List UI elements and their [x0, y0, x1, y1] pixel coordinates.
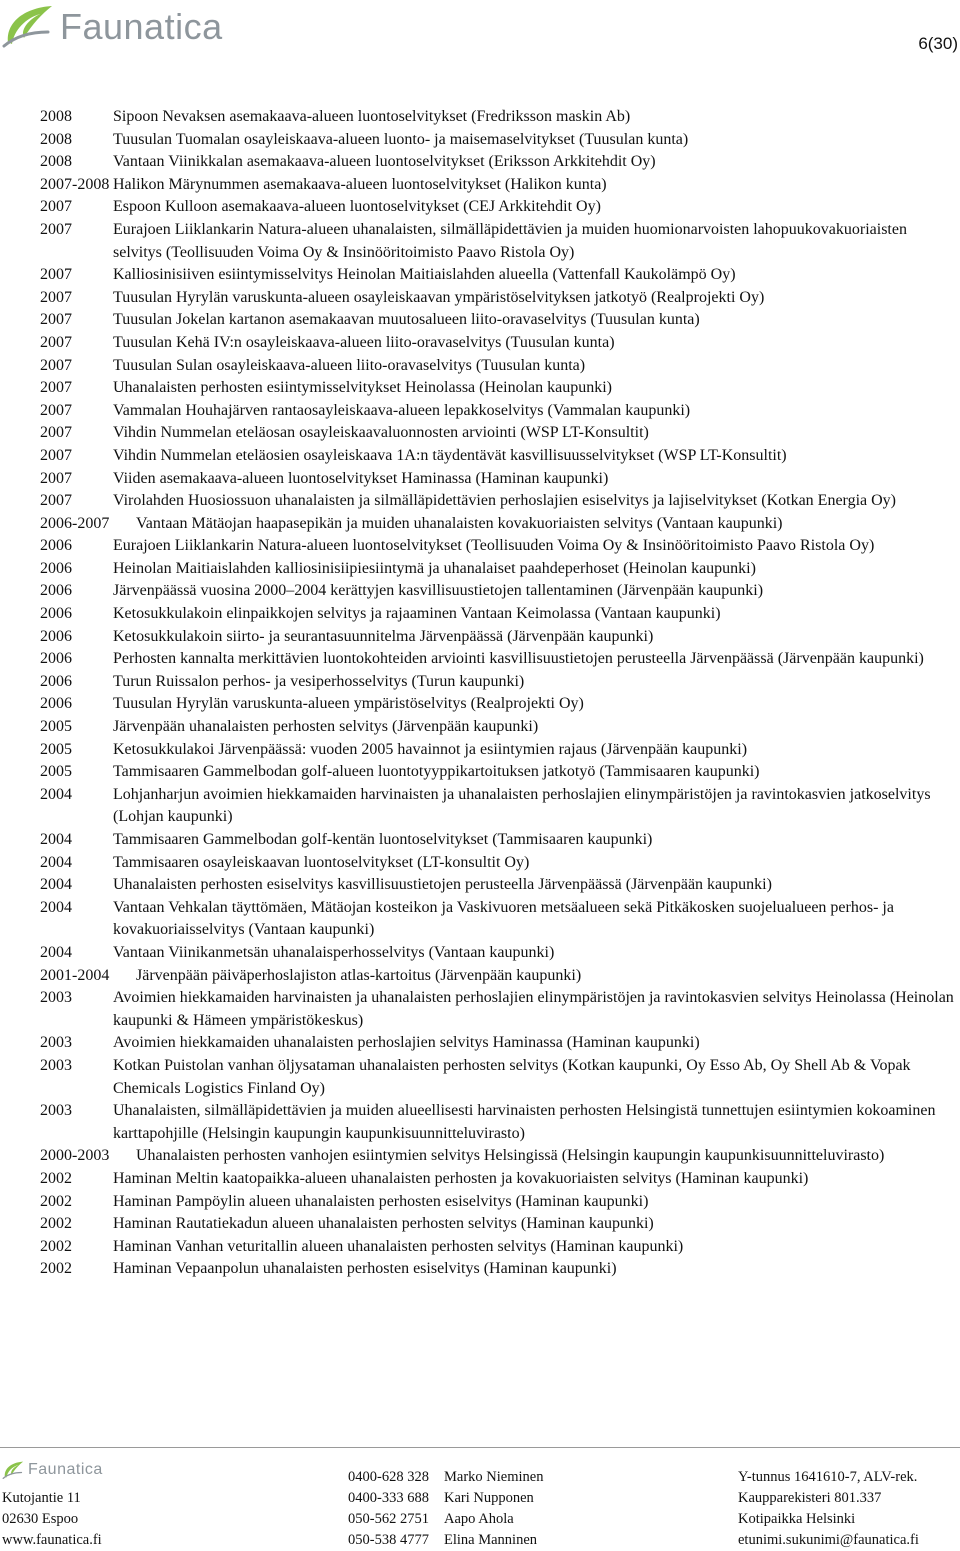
- project-year: 2002: [40, 1237, 72, 1255]
- project-description: Tammisaaren Gammelbodan golf-kentän luontoselvitykset (Tammisaaren kaupunki): [113, 831, 653, 848]
- contact-phone: 0400-628 328: [348, 1469, 429, 1485]
- project-year: 2007: [40, 401, 72, 419]
- project-entry: [40, 1055, 955, 1100]
- project-description: Järvenpään uhanalaisten perhosten selvitys (Järvenpään kaupunki): [113, 718, 539, 736]
- address-postal: 02630 Espoo: [2, 1511, 79, 1527]
- project-description: Kotkan Puistolan vanhan öljysataman uhanalaisten perhosten selvitys (Kotkan kaupunki, Oy Esso Ab, Oy Shell Ab & Vopak Chemicals Logistics Finland Oy): [113, 1056, 911, 1097]
- project-description: Järvenpäässä vuosina 2000–2004 kerättyjen kasvillisuustietojen tallentaminen (Järvenpään kaupunki): [113, 582, 764, 600]
- project-description: Haminan Rautatiekadun alueen uhanalaisten perhosten selvitys (Haminan kaupunki): [113, 1215, 654, 1233]
- project-year: 2004: [40, 785, 72, 803]
- project-description: Halikon Märynummen asemakaava-alueen luontoselvitykset (Halikon kunta): [113, 175, 607, 193]
- project-entry: [40, 513, 955, 536]
- project-entry: [40, 1258, 955, 1281]
- project-description: Tuusulan Tuomalan osayleiskaava-alueen luonto- ja maisemaselvitykset (Tuusulan kunta): [113, 130, 689, 148]
- project-description: Lohjanharjun avoimien hiekkamaiden harvinaisten ja uhanalaisten perhoslajien elinympäristöjen ja ravintokasvien jatkoselvitys (Lohjan kaupunki): [113, 785, 931, 826]
- project-year: 2003: [40, 1034, 72, 1052]
- faunatica-logo: [2, 2, 223, 50]
- project-year: 2002: [40, 1192, 72, 1210]
- project-description: Tuusulan Kehä IV:n osayleiskaava-alueen liito-oravaselvitys (Tuusulan kunta): [113, 333, 615, 351]
- project-description: Vantaan Vehkalan täyttömäen, Mätäojan kosteikon ja Vaskivuoren metsäalueen sekä Pitkäkosken suojelualueen perhos- ja kovakuoriaisselvitys (Vantaan kaupunki): [113, 898, 894, 939]
- project-year: 2003: [40, 1056, 72, 1074]
- project-entry: [40, 287, 955, 310]
- project-year: 2007: [40, 220, 72, 238]
- contact-name: Kari Nupponen: [444, 1490, 534, 1506]
- email-format[interactable]: etunimi.sukunimi@faunatica.fi: [738, 1532, 919, 1548]
- project-year: 2004: [40, 831, 72, 848]
- project-description: Sipoon Nevaksen asemakaava-alueen luontoselvitykset (Fredriksson maskin Ab): [113, 108, 631, 125]
- project-entry: [40, 580, 955, 603]
- project-year: 2003: [40, 989, 72, 1007]
- footer-address: [2, 1488, 102, 1551]
- project-description: Tammisaaren Gammelbodan golf-alueen luontotyyppikartoituksen jatkotyö (Tammisaaren kaupunki): [113, 763, 760, 781]
- project-year: 2005: [40, 718, 72, 736]
- business-id: Y-tunnus 1641610-7, ALV-rek.: [738, 1469, 918, 1485]
- project-year: 2007: [40, 266, 72, 284]
- project-year: 2008: [40, 130, 72, 148]
- project-entry: [40, 219, 955, 264]
- project-year: 2006: [40, 559, 72, 577]
- contact-row: [348, 1467, 543, 1488]
- project-entry: [40, 874, 955, 897]
- project-description: Vihdin Nummelan eteläosan osayleiskaavaluonnosten arviointi (WSP LT-Konsultit): [113, 424, 649, 442]
- project-year: 2002: [40, 1169, 72, 1187]
- project-year: 2007-2008: [40, 175, 110, 193]
- project-entry: [40, 422, 955, 445]
- footer-divider: [0, 1447, 960, 1448]
- project-description: Vammalan Houhajärven rantaosayleiskaava-alueen lepakkoselvitys (Vammalan kaupunki): [113, 401, 691, 419]
- contact-row: [348, 1530, 543, 1551]
- project-entry: [40, 1100, 955, 1145]
- project-entry: [40, 558, 955, 581]
- project-year: 2007: [40, 356, 72, 374]
- project-description: Vihdin Nummelan eteläosien osayleiskaava 1A:n täydentävät kasvillisuusselvitykset (WSP LT-Konsultit): [113, 446, 787, 464]
- website-link[interactable]: www.faunatica.fi: [2, 1532, 102, 1548]
- project-description: Avoimien hiekkamaiden uhanalaisten perhoslajien selvitys Haminassa (Haminan kaupunki): [113, 1034, 700, 1052]
- project-entry: [40, 1191, 955, 1214]
- project-year: 2004: [40, 876, 72, 894]
- project-entry: [40, 603, 955, 626]
- project-entry: [40, 400, 955, 423]
- project-description: Eurajoen Liiklankarin Natura-alueen uhanalaisten, silmälläpidettävien ja muiden huomionarvoisten lahopuukovakuoriaisten selvitys (Teollisuuden Voima Oy & Insinööritoimisto Paavo Ristola Oy): [113, 220, 907, 261]
- project-year: 2004: [40, 853, 72, 871]
- project-description: Vantaan Viinikanmetsän uhanalaisperhosselvitys (Vantaan kaupunki): [113, 943, 555, 961]
- project-description: Järvenpään päiväperhoslajiston atlas-kartoitus (Järvenpään kaupunki): [136, 966, 582, 984]
- project-entry: [40, 1213, 955, 1236]
- project-description: Virolahden Huosiossuon uhanalaisten ja silmälläpidettävien perhoslajien esiselvitys ja lajiselvitykset (Kotkan Energia Oy): [113, 492, 897, 510]
- project-description: Haminan Vanhan veturitallin alueen uhanalaisten perhosten selvitys (Haminan kaupunki): [113, 1237, 684, 1255]
- project-year: 2006: [40, 582, 72, 600]
- project-entry: [40, 535, 955, 558]
- project-year: 2006-2007: [40, 514, 110, 532]
- project-entry: [40, 987, 955, 1032]
- project-description: Ketosukkulakoin siirto- ja seurantasuunnitelma Järvenpäässä (Järvenpään kaupunki): [113, 627, 654, 645]
- project-entry: [40, 671, 955, 694]
- project-description: Tammisaaren osayleiskaavan luontoselvitykset (LT-konsultit Oy): [113, 853, 530, 871]
- project-year: 2007: [40, 333, 72, 351]
- project-description: Tuusulan Jokelan kartanon asemakaavan muutosalueen liito-oravaselvitys (Tuusulan kunta): [113, 311, 700, 329]
- project-entry: [40, 1032, 955, 1055]
- project-description: Ketosukkulakoi Järvenpäässä: vuoden 2005 havainnot ja esiintymien rajaus (Järvenpään kaupunki): [113, 740, 748, 758]
- trade-register: Kaupparekisteri 801.337: [738, 1490, 882, 1506]
- page-number: 6(30): [918, 34, 958, 53]
- project-entry: [40, 693, 955, 716]
- project-entry: [40, 196, 955, 219]
- project-entry: [40, 761, 955, 784]
- project-year: 2005: [40, 740, 72, 758]
- footer-company: [738, 1467, 919, 1551]
- project-entry: [40, 129, 955, 152]
- project-description: Turun Ruissalon perhos- ja vesiperhosselvitys (Turun kaupunki): [113, 672, 525, 690]
- project-year: 2006: [40, 695, 72, 713]
- project-description: Kalliosinisiiven esiintymisselvitys Heinolan Maitiaislahden alueella (Vattenfall Kaukolämpö Oy): [113, 266, 736, 284]
- project-entry: [40, 1145, 955, 1168]
- domicile: Kotipaikka Helsinki: [738, 1511, 856, 1527]
- project-description: Uhanalaisten, silmälläpidettävien ja muiden alueellisesti harvinaisten perhosten Helsingistä tunnettujen esiintymien kokoaminen karttapohjille (Helsingin kaupungin kaupunkisuunnitteluvirasto): [113, 1102, 936, 1142]
- project-year: 2003: [40, 1102, 72, 1120]
- page-header: [0, 0, 960, 70]
- project-description: Viiden asemakaava-alueen luontoselvitykset Haminassa (Haminan kaupunki): [113, 469, 609, 487]
- project-year: 2004: [40, 943, 72, 961]
- project-year: 2002: [40, 1215, 72, 1233]
- project-year: 2007: [40, 379, 72, 397]
- contact-name: Marko Nieminen: [444, 1469, 544, 1485]
- contact-phone: 050-538 4777: [348, 1532, 429, 1548]
- contact-phone: 0400-333 688: [348, 1490, 429, 1506]
- project-description: Uhanalaisten perhosten esiintymisselvitykset Heinolassa (Heinolan kaupunki): [113, 379, 612, 397]
- project-description: Vantaan Mätäojan haapasepikän ja muiden uhanalaisten kovakuoriaisten selvitys (Vantaan kaupunki): [136, 514, 783, 532]
- project-description: Haminan Pampöylin alueen uhanalaisten perhosten esiselvitys (Haminan kaupunki): [113, 1192, 649, 1210]
- project-entry: [40, 784, 955, 829]
- project-year: 2002: [40, 1260, 72, 1278]
- project-entry: [40, 1236, 955, 1259]
- project-entry: [40, 942, 955, 965]
- project-year: 2006: [40, 537, 72, 555]
- project-year: 2000-2003: [40, 1147, 110, 1165]
- project-entry: [40, 309, 955, 332]
- project-year: 2007: [40, 198, 72, 216]
- project-entry: [40, 897, 955, 942]
- project-year: 2008: [40, 153, 72, 171]
- project-entry: [40, 445, 955, 468]
- project-year: 2006: [40, 605, 72, 623]
- address-street: Kutojantie 11: [2, 1490, 81, 1506]
- project-entry: [40, 468, 955, 491]
- project-year: 2005: [40, 763, 72, 781]
- project-list: [40, 106, 955, 1281]
- project-description: Tuusulan Hyrylän varuskunta-alueen osayleiskaavan ympäristöselvityksen jatkotyö (Realprojekti Oy): [113, 288, 765, 306]
- contact-row: [348, 1509, 543, 1530]
- project-entry: [40, 332, 955, 355]
- project-year: 2007: [40, 469, 72, 487]
- contact-name: Aapo Ahola: [444, 1511, 514, 1527]
- project-description: Uhanalaisten perhosten esiselvitys kasvillisuustietojen perusteella Järvenpäässä (Järvenpään kaupunki): [113, 876, 772, 894]
- project-description: Vantaan Viinikkalan asemakaava-alueen luontoselvitykset (Eriksson Arkkitehdit Oy): [113, 153, 656, 171]
- project-entry: [40, 739, 955, 762]
- project-year: 2007: [40, 288, 72, 306]
- project-year: 2007: [40, 424, 72, 442]
- project-description: Uhanalaisten perhosten vanhojen esiintymien selvitys Helsingissä (Helsingin kaupungin kaupunkisuunnitteluvirasto): [136, 1147, 885, 1165]
- project-year: 2004: [40, 898, 72, 916]
- contact-name: Elina Manninen: [444, 1532, 538, 1548]
- project-description: Eurajoen Liiklankarin Natura-alueen luontoselvitykset (Teollisuuden Voima Oy & Insinööritoimisto Paavo Ristola Oy): [113, 537, 875, 555]
- leaf-swirl-icon: [2, 1460, 26, 1480]
- project-entry: [40, 852, 955, 875]
- project-entry: [40, 1168, 955, 1191]
- project-entry: [40, 829, 955, 852]
- contact-row: [348, 1488, 543, 1509]
- project-description: Avoimien hiekkamaiden harvinaisten ja uhanalaisten perhoslajien elinympäristöjen ja ravintokasvien selvitys Heinolassa (Heinolan kaupunki & Hämeen ympäristökeskus): [113, 989, 954, 1029]
- project-year: 2001-2004: [40, 966, 110, 984]
- project-year: 2007: [40, 492, 72, 510]
- logo-text: Faunatica: [60, 6, 223, 47]
- project-year: 2006: [40, 672, 72, 690]
- project-entry: [40, 377, 955, 400]
- project-description: Tuusulan Sulan osayleiskaava-alueen liito-oravaselvitys (Tuusulan kunta): [113, 356, 586, 374]
- footer-contacts: [348, 1467, 543, 1551]
- project-entry: [40, 174, 955, 197]
- project-entry: [40, 106, 955, 129]
- project-entry: [40, 355, 955, 378]
- project-description: Haminan Vepaanpolun uhanalaisten perhosten esiselvitys (Haminan kaupunki): [113, 1260, 617, 1278]
- footer-logo: [2, 1460, 103, 1480]
- project-year: 2007: [40, 446, 72, 464]
- project-year: 2007: [40, 311, 72, 329]
- project-entry: [40, 264, 955, 287]
- project-entry: [40, 965, 955, 988]
- leaf-swirl-icon: [2, 2, 58, 50]
- footer-logo-text: Faunatica: [28, 1461, 103, 1478]
- project-description: Ketosukkulakoin elinpaikkojen selvitys ja rajaaminen Vantaan Keimolassa (Vantaan kaupunki): [113, 605, 721, 623]
- project-entry: [40, 716, 955, 739]
- project-description: Perhosten kannalta merkittävien luontokohteiden arviointi kasvillisuustietojen perusteella Järvenpäässä (Järvenpään kaupunki): [113, 650, 924, 668]
- project-entry: [40, 626, 955, 649]
- project-description: Haminan Meltin kaatopaikka-alueen uhanalaisten perhosten ja kovakuoriaisten selvitys (Haminan kaupunki): [113, 1169, 809, 1187]
- project-description: Heinolan Maitiaislahden kalliosinisiipiesiintymä ja uhanalaiset paahdeperhoset (Heinolan kaupunki): [113, 559, 756, 577]
- project-year: 2006: [40, 650, 72, 668]
- project-year: 2008: [40, 108, 72, 125]
- project-entry: [40, 151, 955, 174]
- project-description: Tuusulan Hyrylän varuskunta-alueen ympäristöselvitys (Realprojekti Oy): [113, 695, 584, 713]
- project-entry: [40, 648, 955, 671]
- project-year: 2006: [40, 627, 72, 645]
- project-description: Espoon Kulloon asemakaava-alueen luontoselvitykset (CEJ Arkkitehdit Oy): [113, 198, 601, 216]
- contact-phone: 050-562 2751: [348, 1511, 429, 1527]
- project-entry: [40, 490, 955, 513]
